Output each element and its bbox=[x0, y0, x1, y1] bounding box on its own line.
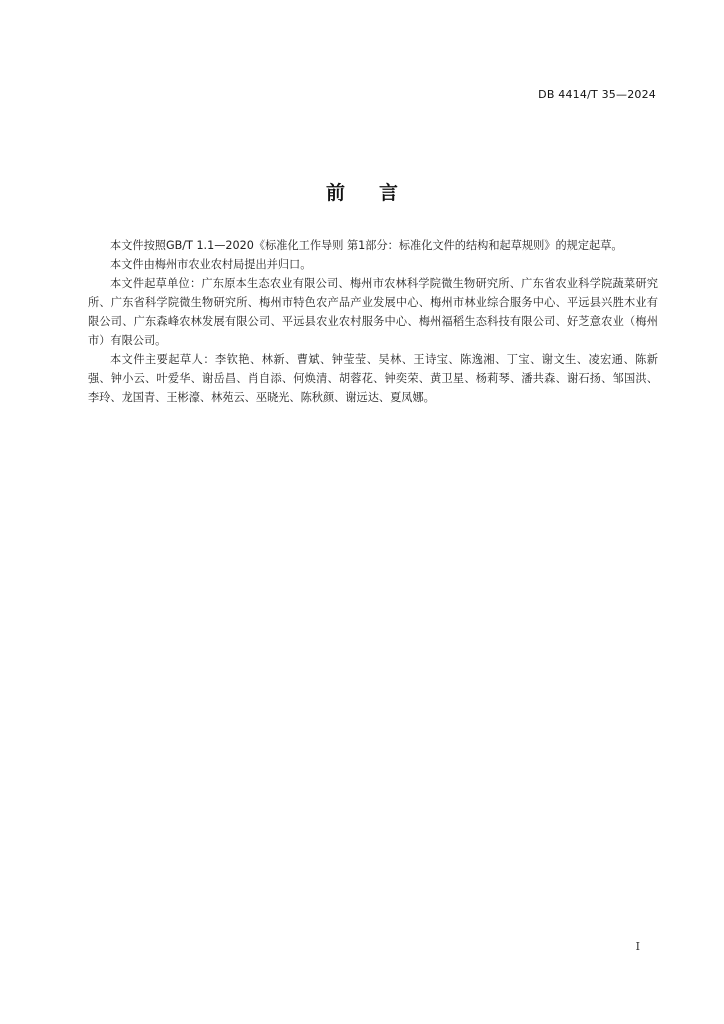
paragraph-drafting-rules: 本文件按照GB/T 1.1—2020《标准化工作导则 第1部分：标准化文件的结构和起草规则》的规定起草。 bbox=[110, 239, 623, 252]
page-title: 前言 bbox=[325, 182, 432, 204]
paragraph-drafting-units: 本文件起草单位：广东原本生态农业有限公司、梅州市农林科学院微生物研究所、广东省农业科学院蔬菜研究所、广东省科学院微生物研究所、梅州市特色农产品产业发展中心、梅州市林业综合服务中心、平远县兴胜木业有限公司、广东森峰农林发展有限公司、平远县农业农村服务中心、梅州福稻生态科技有限公司、好芝意农业（梅州市）有限公司。 bbox=[88, 277, 658, 347]
document-code: DB 4414/T 35—2024 bbox=[538, 88, 656, 101]
paragraph-drafters: 本文件主要起草人：李钦艳、林新、曹斌、钟莹莹、吴林、王诗宝、陈逸湘、丁宝、谢文生、凌宏通、陈新强、钟小云、叶爱华、谢岳昌、肖自添、何焕清、胡蓉花、钟奕荣、黄卫星、杨莉琴、潘共森、谢石扬、邹国洪、李玲、龙国青、王彬濠、林苑云、巫晓光、陈秋颜、谢远达、夏凤娜。 bbox=[88, 353, 658, 404]
page-number: I bbox=[635, 940, 640, 953]
paragraph-proposer: 本文件由梅州市农业农村局提出并归口。 bbox=[110, 258, 312, 271]
foreword-body bbox=[88, 236, 658, 407]
